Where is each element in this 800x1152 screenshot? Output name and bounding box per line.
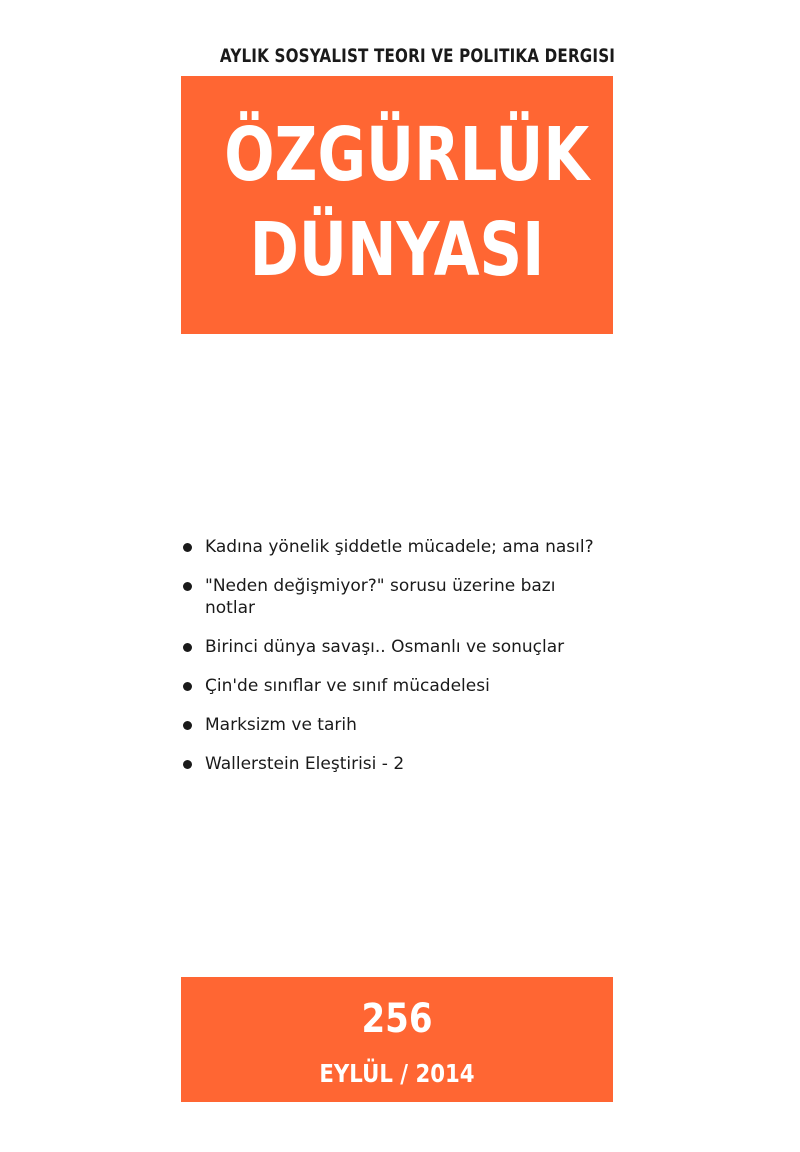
contents-item — [181, 636, 613, 658]
contents-item-text: "Neden değişmiyor?" sorusu üzerine bazı notlar — [205, 576, 556, 618]
contents-item-text: Birinci dünya savaşı.. Osmanlı ve sonuçlar — [205, 637, 565, 657]
contents-item-text: Kadına yönelik şiddetle mücadele; ama nasıl? — [205, 537, 594, 557]
title-banner — [181, 76, 613, 334]
issue-date: EYLÜL / 2014 — [319, 1059, 475, 1088]
contents-item-text: Marksizm ve tarih — [205, 715, 357, 735]
bullet-icon — [183, 682, 192, 691]
bullet-icon — [183, 643, 192, 652]
contents-item-text: Wallerstein Eleştirisi - 2 — [205, 754, 405, 774]
contents-item — [181, 753, 613, 775]
bullet-icon — [183, 543, 192, 552]
magazine-title-line-1: ÖZGÜRLÜK — [224, 112, 590, 198]
contents-item — [181, 675, 613, 697]
issue-number: 256 — [361, 996, 433, 1042]
issue-banner — [181, 977, 613, 1102]
bullet-icon — [183, 721, 192, 730]
magazine-title-line-2: DÜNYASI — [249, 207, 545, 293]
magazine-tagline: AYLIK SOSYALIST TEORI VE POLITIKA DERGISI — [219, 46, 616, 67]
bullet-icon — [183, 760, 192, 769]
contents-item — [181, 575, 613, 619]
bullet-icon — [183, 582, 192, 591]
contents-item-text: Çin'de sınıflar ve sınıf mücadelesi — [205, 676, 490, 696]
contents-list — [181, 536, 613, 792]
contents-item — [181, 714, 613, 736]
contents-item — [181, 536, 613, 558]
